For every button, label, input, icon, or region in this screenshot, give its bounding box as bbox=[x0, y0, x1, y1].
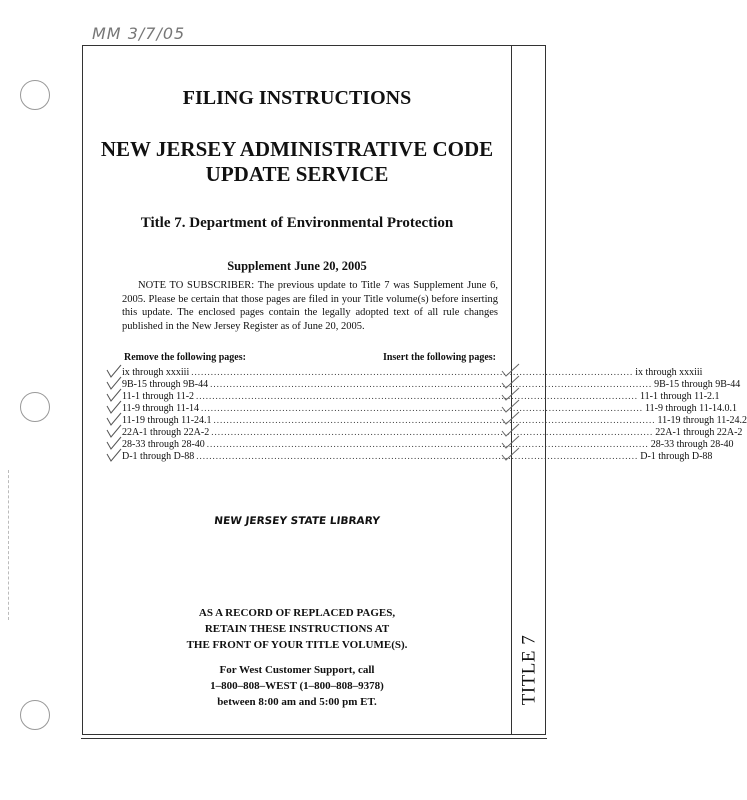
checkmark-icon bbox=[106, 449, 122, 462]
insert-range: 11-1 through 11-2.1 bbox=[640, 391, 720, 402]
page-title: FILING INSTRUCTIONS bbox=[182, 87, 412, 109]
list-item bbox=[122, 450, 713, 462]
leader-dots: ........................................................................................................................................ bbox=[196, 451, 639, 461]
remove-range: 28-33 through 28-40 bbox=[122, 439, 205, 450]
remove-range: ix through xxxiii bbox=[122, 367, 190, 378]
remove-header: Remove the following pages: bbox=[124, 352, 246, 363]
subscriber-note: NOTE TO SUBSCRIBER: The previous update to Title 7 was Supplement June 6, 2005. Please be certain that those pages are filed in your Title volume(s) before inserting this update. The enclosed pages contain the legally adopted text of all rule changes published in the New Jersey Register as of June 20, 2005. bbox=[122, 280, 498, 332]
page-list bbox=[122, 366, 747, 462]
list-item bbox=[122, 390, 720, 402]
list-item bbox=[122, 414, 747, 426]
title-tab bbox=[509, 634, 549, 706]
record-line-1: AS A RECORD OF REPLACED PAGES, bbox=[198, 607, 396, 619]
list-item bbox=[122, 426, 743, 438]
list-item bbox=[122, 402, 738, 414]
insert-header: Insert the following pages: bbox=[382, 352, 496, 363]
leader-dots: ........................................................................................................................................ bbox=[201, 403, 644, 413]
leader-dots: ........................................................................................................................................ bbox=[211, 427, 654, 437]
record-line-2: RETAIN THESE INSTRUCTIONS AT bbox=[204, 623, 390, 635]
punch-hole-middle bbox=[20, 392, 50, 422]
insert-range: ix through xxxiii bbox=[635, 367, 703, 378]
page-list-header bbox=[124, 352, 496, 363]
leader-dots: ........................................................................................................................................ bbox=[191, 367, 634, 377]
checkmark-icon bbox=[500, 447, 520, 461]
support-hours: between 8:00 am and 5:00 pm ET. bbox=[217, 696, 377, 708]
remove-range: 22A-1 through 22A-2 bbox=[122, 427, 210, 438]
insert-range: 22A-1 through 22A-2 bbox=[655, 427, 743, 438]
code-title bbox=[82, 137, 512, 187]
supplement-date: Supplement June 20, 2005 bbox=[227, 259, 367, 273]
insert-range: 9B-15 through 9B-44 bbox=[654, 379, 741, 390]
punch-hole-bottom bbox=[20, 700, 50, 730]
title-tab-label: TITLE 7 bbox=[518, 634, 540, 706]
remove-range: 11-1 through 11-2 bbox=[122, 391, 195, 402]
list-item bbox=[122, 378, 741, 390]
list-item bbox=[122, 438, 734, 450]
code-title-line-2: UPDATE SERVICE bbox=[205, 162, 389, 186]
insert-range: D-1 through D-88 bbox=[640, 451, 713, 462]
leader-dots: ........................................................................................................................................ bbox=[213, 415, 656, 425]
remove-range: 11-19 through 11-24.1 bbox=[122, 415, 212, 426]
remove-range: D-1 through D-88 bbox=[122, 451, 195, 462]
leader-dots: ........................................................................................................................................ bbox=[210, 379, 653, 389]
punch-hole-top bbox=[20, 80, 50, 110]
remove-range: 9B-15 through 9B-44 bbox=[122, 379, 209, 390]
record-instructions bbox=[82, 605, 512, 653]
leader-dots: ........................................................................................................................................ bbox=[206, 439, 649, 449]
list-item bbox=[122, 366, 703, 378]
insert-range: 11-19 through 11-24.2 bbox=[657, 415, 747, 426]
handwritten-initials-date: MM 3/7/05 bbox=[92, 24, 186, 43]
insert-range: 11-9 through 11-14.0.1 bbox=[645, 403, 738, 414]
customer-support bbox=[82, 662, 512, 710]
leader-dots: ........................................................................................................................................ bbox=[196, 391, 639, 401]
page-edge-marks bbox=[8, 470, 12, 620]
code-title-line-1: NEW JERSEY ADMINISTRATIVE CODE bbox=[100, 137, 494, 161]
insert-range: 28-33 through 28-40 bbox=[650, 439, 734, 450]
library-stamp: NEW JERSEY STATE LIBRARY bbox=[213, 515, 381, 527]
title-department: Title 7. Department of Environmental Protection bbox=[140, 215, 454, 231]
support-phone: 1–800–808–WEST (1–800–808–9378) bbox=[210, 680, 384, 692]
record-line-3: THE FRONT OF YOUR TITLE VOLUME(S). bbox=[186, 639, 408, 651]
support-line-1: For West Customer Support, call bbox=[219, 664, 375, 676]
remove-range: 11-9 through 11-14 bbox=[122, 403, 200, 414]
